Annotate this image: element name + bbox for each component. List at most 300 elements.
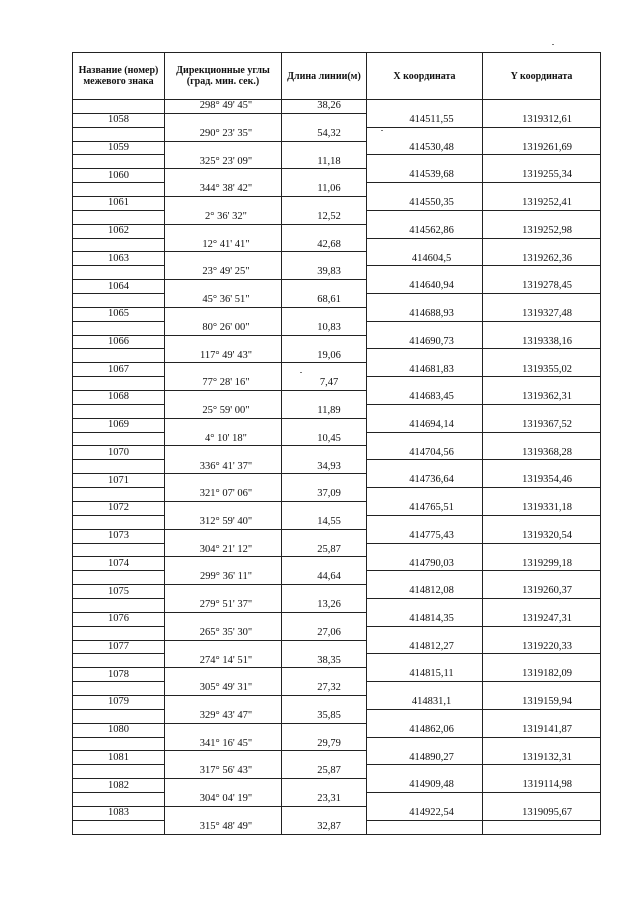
cell-x: 414862,06 [367,723,483,737]
cell-name [73,571,165,585]
cell-length [282,640,367,654]
cell-y [483,127,601,141]
cell-length [282,141,367,155]
cell-y [483,294,601,308]
cell-name [73,626,165,640]
cell-x [367,515,483,529]
boundary-point-row [73,529,601,543]
cell-angle [165,307,282,321]
cell-length [282,252,367,266]
header-name: Название (номер) межевого знака [73,53,165,100]
cell-x [367,377,483,391]
cell-y: 1319362,31 [483,391,601,405]
cell-angle [165,197,282,211]
cell-length [282,335,367,349]
cell-angle [165,474,282,488]
cell-length [282,363,367,377]
cell-length: 44,64 [282,571,367,585]
header-angle: Дирекционные углы (град. мин. сек.) [165,53,282,100]
cell-x [367,127,483,141]
cell-length: 54,32 [282,127,367,141]
segment-row [73,709,601,723]
segment-row [73,626,601,640]
table-header [73,53,601,100]
cell-angle [165,723,282,737]
segment-row [73,682,601,696]
cell-y [483,820,601,834]
cell-name: 1062 [73,224,165,238]
cell-length: 10,45 [282,432,367,446]
cell-y: 1319141,87 [483,723,601,737]
cell-name [73,515,165,529]
boundary-point-row [73,806,601,820]
segment-row [73,543,601,557]
cell-y: 1319338,16 [483,335,601,349]
cell-angle: 77° 28' 16" [165,377,282,391]
cell-y: 1319159,94 [483,695,601,709]
cell-angle: 25° 59' 00" [165,404,282,418]
cell-angle: 312° 59' 40" [165,515,282,529]
cell-y: 1319367,52 [483,418,601,432]
cell-name [73,737,165,751]
segment-row [73,349,601,363]
cell-y: 1319355,02 [483,363,601,377]
cell-angle: 304° 21' 12" [165,543,282,557]
cell-length [282,307,367,321]
cell-x: 414922,54 [367,806,483,820]
cell-y [483,460,601,474]
cell-x: 414812,08 [367,585,483,599]
boundary-point-row [73,391,601,405]
cell-x [367,571,483,585]
cell-angle [165,751,282,765]
cell-angle: 344° 38' 42" [165,183,282,197]
cell-angle [165,806,282,820]
cell-y: 1319331,18 [483,501,601,515]
cell-x [367,792,483,806]
cell-name [73,377,165,391]
cell-x [367,654,483,668]
cell-y [483,709,601,723]
cell-angle: 4° 10' 18" [165,432,282,446]
cell-name [73,598,165,612]
cell-y [483,377,601,391]
cell-length [282,557,367,571]
cell-y: 1319262,36 [483,252,601,266]
cell-x: 414704,56 [367,446,483,460]
cell-name [73,654,165,668]
cell-angle: 45° 36' 51" [165,294,282,308]
cell-length: 37,09 [282,488,367,502]
cell-angle [165,446,282,460]
cell-angle [165,640,282,654]
cell-y [483,183,601,197]
cell-y [483,488,601,502]
cell-x: 414812,27 [367,640,483,654]
cell-length: 38,26 [282,100,367,114]
cell-angle: 274° 14' 51" [165,654,282,668]
cell-x: 414765,51 [367,501,483,515]
cell-length [282,585,367,599]
cell-length [282,197,367,211]
cell-x: 414530,48 [367,141,483,155]
cell-name [73,682,165,696]
cell-length: 13,26 [282,598,367,612]
boundary-point-row [73,252,601,266]
cell-length [282,391,367,405]
cell-x [367,765,483,779]
segment-row [73,238,601,252]
cell-x: 414640,94 [367,280,483,294]
coordinates-sheet [72,52,600,835]
cell-x: 414775,43 [367,529,483,543]
cell-name [73,709,165,723]
cell-length: 39,83 [282,266,367,280]
cell-y: 1319354,46 [483,474,601,488]
cell-length: 34,93 [282,460,367,474]
cell-x: 414683,45 [367,391,483,405]
cell-name [73,543,165,557]
cell-length: 11,18 [282,155,367,169]
cell-y [483,598,601,612]
cell-angle: 317° 56' 43" [165,765,282,779]
cell-y: 1319114,98 [483,779,601,793]
cell-x [367,820,483,834]
cell-name: 1079 [73,695,165,709]
cell-name [73,349,165,363]
cell-y: 1319278,45 [483,280,601,294]
cell-y [483,210,601,224]
cell-x: 414815,11 [367,668,483,682]
cell-name [73,404,165,418]
cell-x [367,598,483,612]
cell-name [73,183,165,197]
cell-y [483,404,601,418]
header-length: Длина линии(м) [282,53,367,100]
cell-x [367,266,483,280]
cell-angle: 336° 41' 37" [165,460,282,474]
cell-angle [165,391,282,405]
boundary-point-row [73,612,601,626]
cell-y [483,765,601,779]
cell-x [367,155,483,169]
cell-y: 1319247,31 [483,612,601,626]
cell-x [367,432,483,446]
cell-name: 1060 [73,169,165,183]
cell-y [483,238,601,252]
boundary-point-row [73,307,601,321]
cell-name: 1078 [73,668,165,682]
cell-name: 1071 [73,474,165,488]
cell-angle: 315° 48' 49" [165,820,282,834]
cell-length: 35,85 [282,709,367,723]
cell-angle [165,501,282,515]
cell-length: 19,06 [282,349,367,363]
cell-angle: 305° 49' 31" [165,682,282,696]
cell-angle [165,113,282,127]
boundary-point-row [73,779,601,793]
cell-angle: 290° 23' 35" [165,127,282,141]
cell-x [367,210,483,224]
cell-name [73,294,165,308]
segment-row [73,183,601,197]
cell-x [367,100,483,114]
cell-length [282,668,367,682]
boundary-point-row [73,141,601,155]
cell-angle: 329° 43' 47" [165,709,282,723]
cell-name: 1067 [73,363,165,377]
cell-y [483,543,601,557]
cell-y [483,155,601,169]
cell-x: 414694,14 [367,418,483,432]
cell-angle [165,252,282,266]
cell-length [282,723,367,737]
cell-name [73,460,165,474]
segment-row [73,404,601,418]
cell-length: 27,32 [282,682,367,696]
cell-length: 23,31 [282,792,367,806]
segment-row [73,460,601,474]
cell-name: 1069 [73,418,165,432]
cell-length: 12,52 [282,210,367,224]
header-x: X координата [367,53,483,100]
cell-length: 25,87 [282,765,367,779]
cell-x [367,294,483,308]
cell-y [483,321,601,335]
cell-x [367,488,483,502]
cell-angle: 117° 49' 43" [165,349,282,363]
boundary-point-row [73,363,601,377]
cell-length: 25,87 [282,543,367,557]
cell-name: 1075 [73,585,165,599]
segment-row [73,432,601,446]
scan-speck [300,372,302,373]
boundary-point-row [73,501,601,515]
cell-angle [165,585,282,599]
boundary-point-row [73,224,601,238]
cell-name [73,100,165,114]
cell-y [483,654,601,668]
cell-angle: 321° 07' 06" [165,488,282,502]
cell-x: 414688,93 [367,307,483,321]
cell-y: 1319299,18 [483,557,601,571]
cell-length [282,751,367,765]
cell-length: 29,79 [282,737,367,751]
boundary-point-row [73,113,601,127]
cell-length: 68,61 [282,294,367,308]
cell-length: 11,06 [282,183,367,197]
cell-y [483,737,601,751]
cell-x [367,460,483,474]
cell-y [483,571,601,585]
cell-length: 14,55 [282,515,367,529]
boundary-point-row [73,280,601,294]
cell-name [73,432,165,446]
cell-name [73,127,165,141]
cell-y [483,792,601,806]
cell-x: 414681,83 [367,363,483,377]
cell-name: 1083 [73,806,165,820]
cell-length [282,224,367,238]
cell-y: 1319220,33 [483,640,601,654]
cell-y: 1319252,41 [483,197,601,211]
cell-length: 7,47 [282,377,367,391]
cell-y: 1319132,31 [483,751,601,765]
cell-length [282,529,367,543]
cell-y [483,515,601,529]
cell-length [282,280,367,294]
cell-name [73,238,165,252]
cell-length [282,612,367,626]
cell-x [367,682,483,696]
cell-y: 1319182,09 [483,668,601,682]
cell-length [282,779,367,793]
cell-angle [165,418,282,432]
cell-length [282,446,367,460]
cell-angle [165,557,282,571]
cell-x [367,349,483,363]
cell-x [367,183,483,197]
cell-x: 414511,55 [367,113,483,127]
cell-angle: 304° 04' 19" [165,792,282,806]
cell-angle [165,668,282,682]
boundary-point-row [73,640,601,654]
cell-name: 1081 [73,751,165,765]
cell-angle: 23° 49' 25" [165,266,282,280]
cell-x [367,626,483,640]
cell-length: 42,68 [282,238,367,252]
cell-length [282,474,367,488]
cell-name [73,765,165,779]
cell-name: 1070 [73,446,165,460]
cell-y: 1319260,37 [483,585,601,599]
cell-angle [165,779,282,793]
cell-angle: 298° 49' 45" [165,100,282,114]
cell-x: 414690,73 [367,335,483,349]
cell-name [73,488,165,502]
cell-name: 1065 [73,307,165,321]
boundary-point-row [73,197,601,211]
cell-y [483,100,601,114]
cell-length [282,695,367,709]
cell-x [367,321,483,335]
cell-angle [165,363,282,377]
segment-row [73,155,601,169]
segment-row [73,571,601,585]
cell-length: 38,35 [282,654,367,668]
cell-name: 1061 [73,197,165,211]
cell-angle: 341° 16' 45" [165,737,282,751]
segment-row [73,820,601,834]
cell-y: 1319252,98 [483,224,601,238]
cell-x: 414814,35 [367,612,483,626]
cell-name: 1064 [73,280,165,294]
cell-name [73,321,165,335]
boundary-point-row [73,723,601,737]
segment-row [73,488,601,502]
cell-y [483,266,601,280]
cell-y: 1319320,54 [483,529,601,543]
cell-name [73,792,165,806]
cell-name: 1080 [73,723,165,737]
segment-row [73,377,601,391]
cell-name [73,155,165,169]
cell-angle [165,280,282,294]
header-y: Y координата [483,53,601,100]
boundary-coordinates-table [72,52,601,835]
cell-length: 11,89 [282,404,367,418]
cell-x: 414736,64 [367,474,483,488]
scan-speck [381,130,383,131]
cell-length: 27,06 [282,626,367,640]
cell-x: 414909,48 [367,779,483,793]
cell-x: 414890,27 [367,751,483,765]
cell-x [367,404,483,418]
table-body [73,100,601,835]
cell-y [483,626,601,640]
cell-x [367,238,483,252]
segment-row [73,765,601,779]
cell-y: 1319095,67 [483,806,601,820]
cell-length: 32,87 [282,820,367,834]
cell-x: 414831,1 [367,695,483,709]
cell-y [483,432,601,446]
segment-row [73,737,601,751]
cell-name: 1058 [73,113,165,127]
scan-speck [552,44,554,45]
cell-length [282,501,367,515]
segment-row [73,792,601,806]
cell-x: 414562,86 [367,224,483,238]
cell-length [282,418,367,432]
cell-angle [165,224,282,238]
cell-name: 1072 [73,501,165,515]
cell-x [367,709,483,723]
segment-row [73,266,601,280]
cell-angle [165,169,282,183]
cell-name: 1068 [73,391,165,405]
cell-y [483,682,601,696]
cell-name: 1066 [73,335,165,349]
cell-angle [165,141,282,155]
cell-angle [165,612,282,626]
cell-name [73,820,165,834]
segment-row [73,210,601,224]
segment-row [73,294,601,308]
cell-name: 1074 [73,557,165,571]
segment-row [73,100,601,114]
boundary-point-row [73,668,601,682]
cell-angle: 325° 23' 09" [165,155,282,169]
cell-name: 1076 [73,612,165,626]
cell-angle [165,695,282,709]
cell-angle [165,335,282,349]
cell-angle: 12° 41' 41" [165,238,282,252]
boundary-point-row [73,585,601,599]
boundary-point-row [73,446,601,460]
cell-y: 1319255,34 [483,169,601,183]
cell-x: 414604,5 [367,252,483,266]
cell-angle: 299° 36' 11" [165,571,282,585]
cell-x: 414790,03 [367,557,483,571]
cell-name: 1082 [73,779,165,793]
segment-row [73,127,601,141]
cell-x: 414550,35 [367,197,483,211]
cell-angle [165,529,282,543]
cell-y: 1319261,69 [483,141,601,155]
cell-angle: 265° 35' 30" [165,626,282,640]
segment-row [73,321,601,335]
